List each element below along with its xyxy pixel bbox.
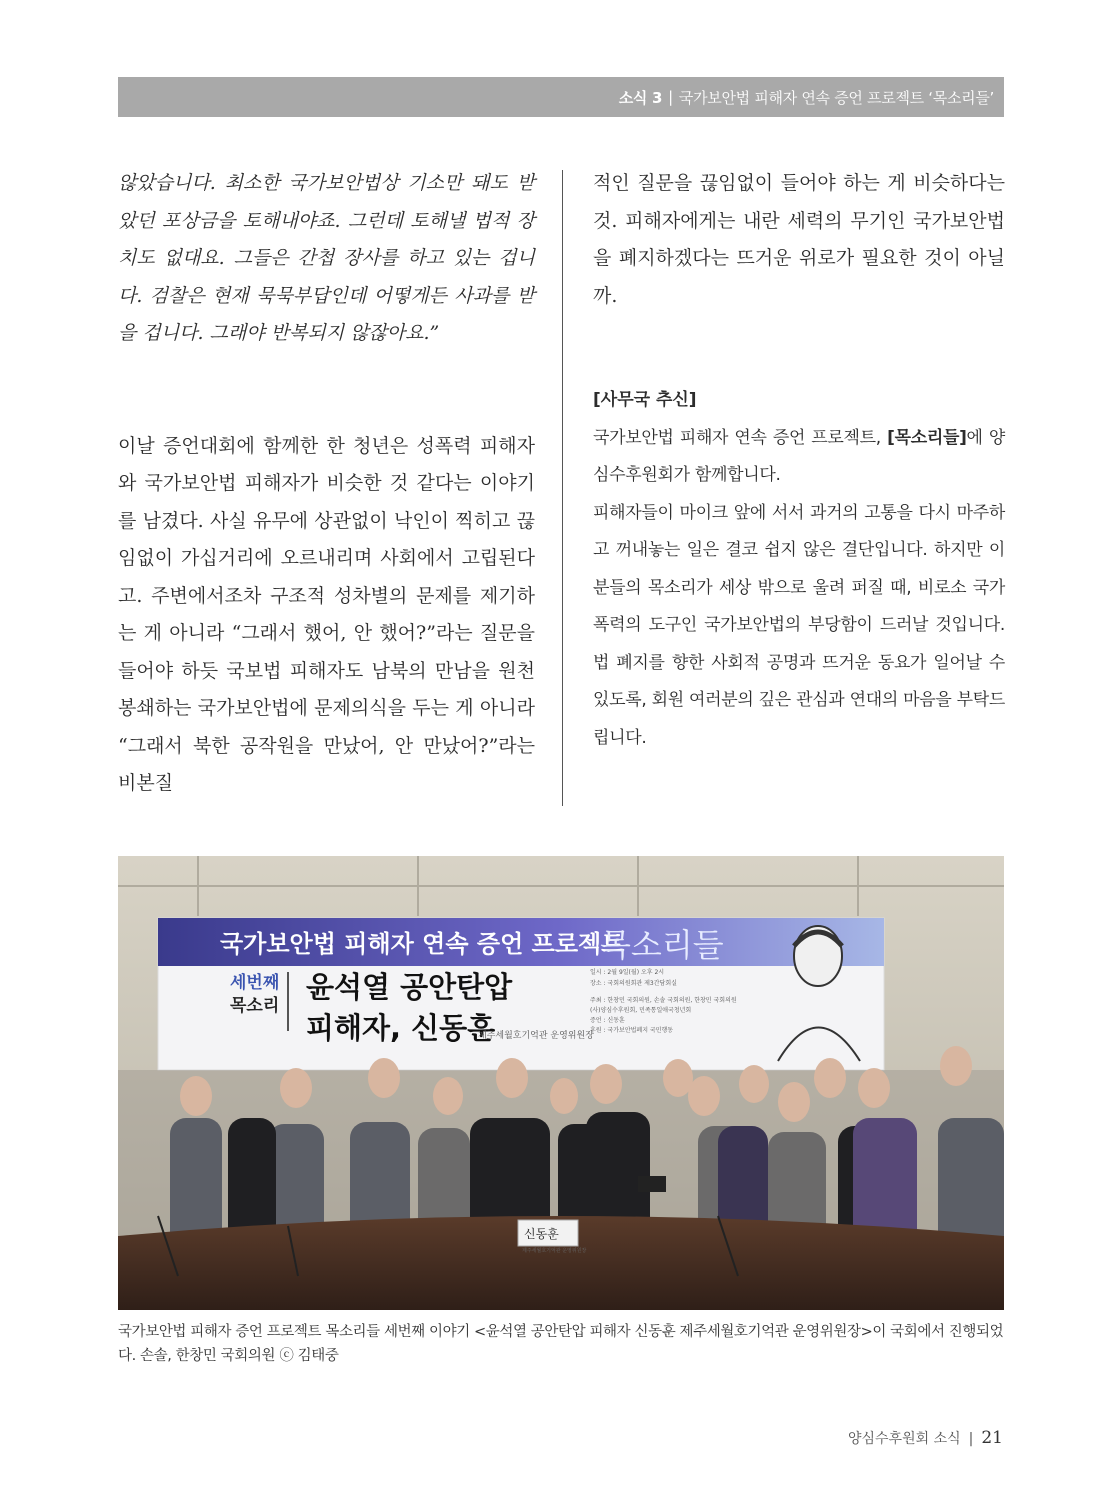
speaker-role: 제주세월호기억관 운영위원장 xyxy=(478,1031,594,1041)
info-line-1: 일시 : 2월 9일(월) 오후 2시 xyxy=(590,969,665,976)
left-column xyxy=(118,165,535,803)
notice-intro xyxy=(593,420,1005,495)
banner-brand: 목소리들 xyxy=(600,926,724,964)
footer-separator: | xyxy=(968,1431,974,1447)
info-line-3: 주최 : 한창민 국회의원, 손솔 국회의원, 한창민 국회의원 xyxy=(590,997,737,1004)
badge-line-2: 목소리 xyxy=(230,996,280,1016)
column-divider xyxy=(562,170,563,806)
badge-line-1: 세번째 xyxy=(230,973,280,993)
section-title: 국가보안법 피해자 연속 증언 프로젝트 ‘목소리들’ xyxy=(678,88,994,107)
page-number: 21 xyxy=(981,1428,1003,1448)
event-photo xyxy=(118,856,1004,1310)
paragraph-gap xyxy=(118,353,535,428)
header-separator: | xyxy=(668,88,673,106)
section-header-bar xyxy=(118,77,1004,117)
section-number: 소식 3 xyxy=(618,88,663,107)
body-paragraph: 이날 증언대회에 함께한 한 청년은 성폭력 피해자와 국가보안법 피해자가 비슷한 것 같다는 이야기를 남겼다. 사실 유무에 상관없이 낙인이 찍히고 끊임없이 가십거리에 오르내리며 사회에서 고립된다고. 주변에서조차 구조적 성차별의 문제를 제기하는 게 아니라 “그래서 했어, 안 했어?”라는 질문을 들어야 하듯 국보법 피해자도 남북의 만남을 원천 봉쇄하는 국가보안법에 문제의식을 두는 게 아니라 “그래서 북한 공작원을 만났어, 안 만났어?”라는 비본질 xyxy=(118,434,535,794)
nameplate-text: 신동훈 xyxy=(524,1227,559,1241)
quote-paragraph: 않았습니다. 최소한 국가보안법상 기소만 돼도 받았던 포상금을 토해내야죠. 그런데 토해낼 법적 장치도 없대요. 그들은 간첩 장사를 하고 있는 겁니다. 검찰은 현재 묵묵부답인데 어떻게든 사과를 받을 겁니다. 그래야 반복되지 않잖아요.” xyxy=(118,172,535,344)
phone-on-tripod-icon xyxy=(638,1176,666,1192)
body-paragraph-continued: 적인 질문을 끊임없이 들어야 하는 게 비슷하다는 것. 피해자에게는 내란 세력의 무기인 국가보안법을 폐지하겠다는 뜨거운 위로가 필요한 것이 아닐까. xyxy=(593,172,1005,307)
info-line-4: (사)양심수후원회, 민족통일애국청년회 xyxy=(590,1007,692,1014)
info-line-5: 증언 : 신동훈 xyxy=(590,1017,625,1024)
notice-intro-end: 에 양심수후원회가 함께합니다. xyxy=(593,427,1005,485)
nameplate-subtext: 제주세월호기억관 운영위원장 xyxy=(522,1248,587,1254)
event-photo-illustration xyxy=(118,856,1004,1310)
info-line-2: 장소 : 국회의원회관 제3간담회실 xyxy=(590,980,677,987)
right-column xyxy=(593,165,1005,757)
notice-intro-start: 국가보안법 피해자 연속 증언 프로젝트, xyxy=(593,427,888,448)
banner-title: 국가보안법 피해자 연속 증언 프로젝트 xyxy=(220,930,625,958)
speaker-title-1: 윤석열 공안탄압 xyxy=(306,970,513,1004)
info-line-6: 후원 : 국가보안법폐지 국민행동 xyxy=(590,1027,674,1034)
project-name: [목소리들] xyxy=(887,427,967,448)
notice-title: [사무국 추신] xyxy=(593,390,697,410)
notice-body: 피해자들이 마이크 앞에 서서 과거의 고통을 다시 마주하고 꺼내놓는 일은 결코 쉽지 않은 결단입니다. 하지만 이분들의 목소리가 세상 밖으로 울려 퍼질 때, 비로소 국가폭력의 도구인 국가보안법의 부당함이 드러날 것입니다. 법 폐지를 향한 사회적 공명과 뜨거운 동요가 일어날 수 있도록, 회원 여러분의 깊은 관심과 연대의 마음을 부탁드립니다. xyxy=(593,502,1005,748)
page-footer xyxy=(848,1428,1003,1448)
photo-caption: 국가보안법 피해자 증언 프로젝트 목소리들 세번째 이야기 <윤석열 공안탄압 피해자 신동훈 제주세월호기억관 운영위원장>이 국회에서 진행되었다. 손솔, 한창민 국회의원 ⓒ 김태중 xyxy=(118,1324,1004,1364)
speaker-title-2: 피해자, 신동훈 xyxy=(306,1011,496,1045)
publication-name: 양심수후원회 소식 xyxy=(847,1431,961,1447)
